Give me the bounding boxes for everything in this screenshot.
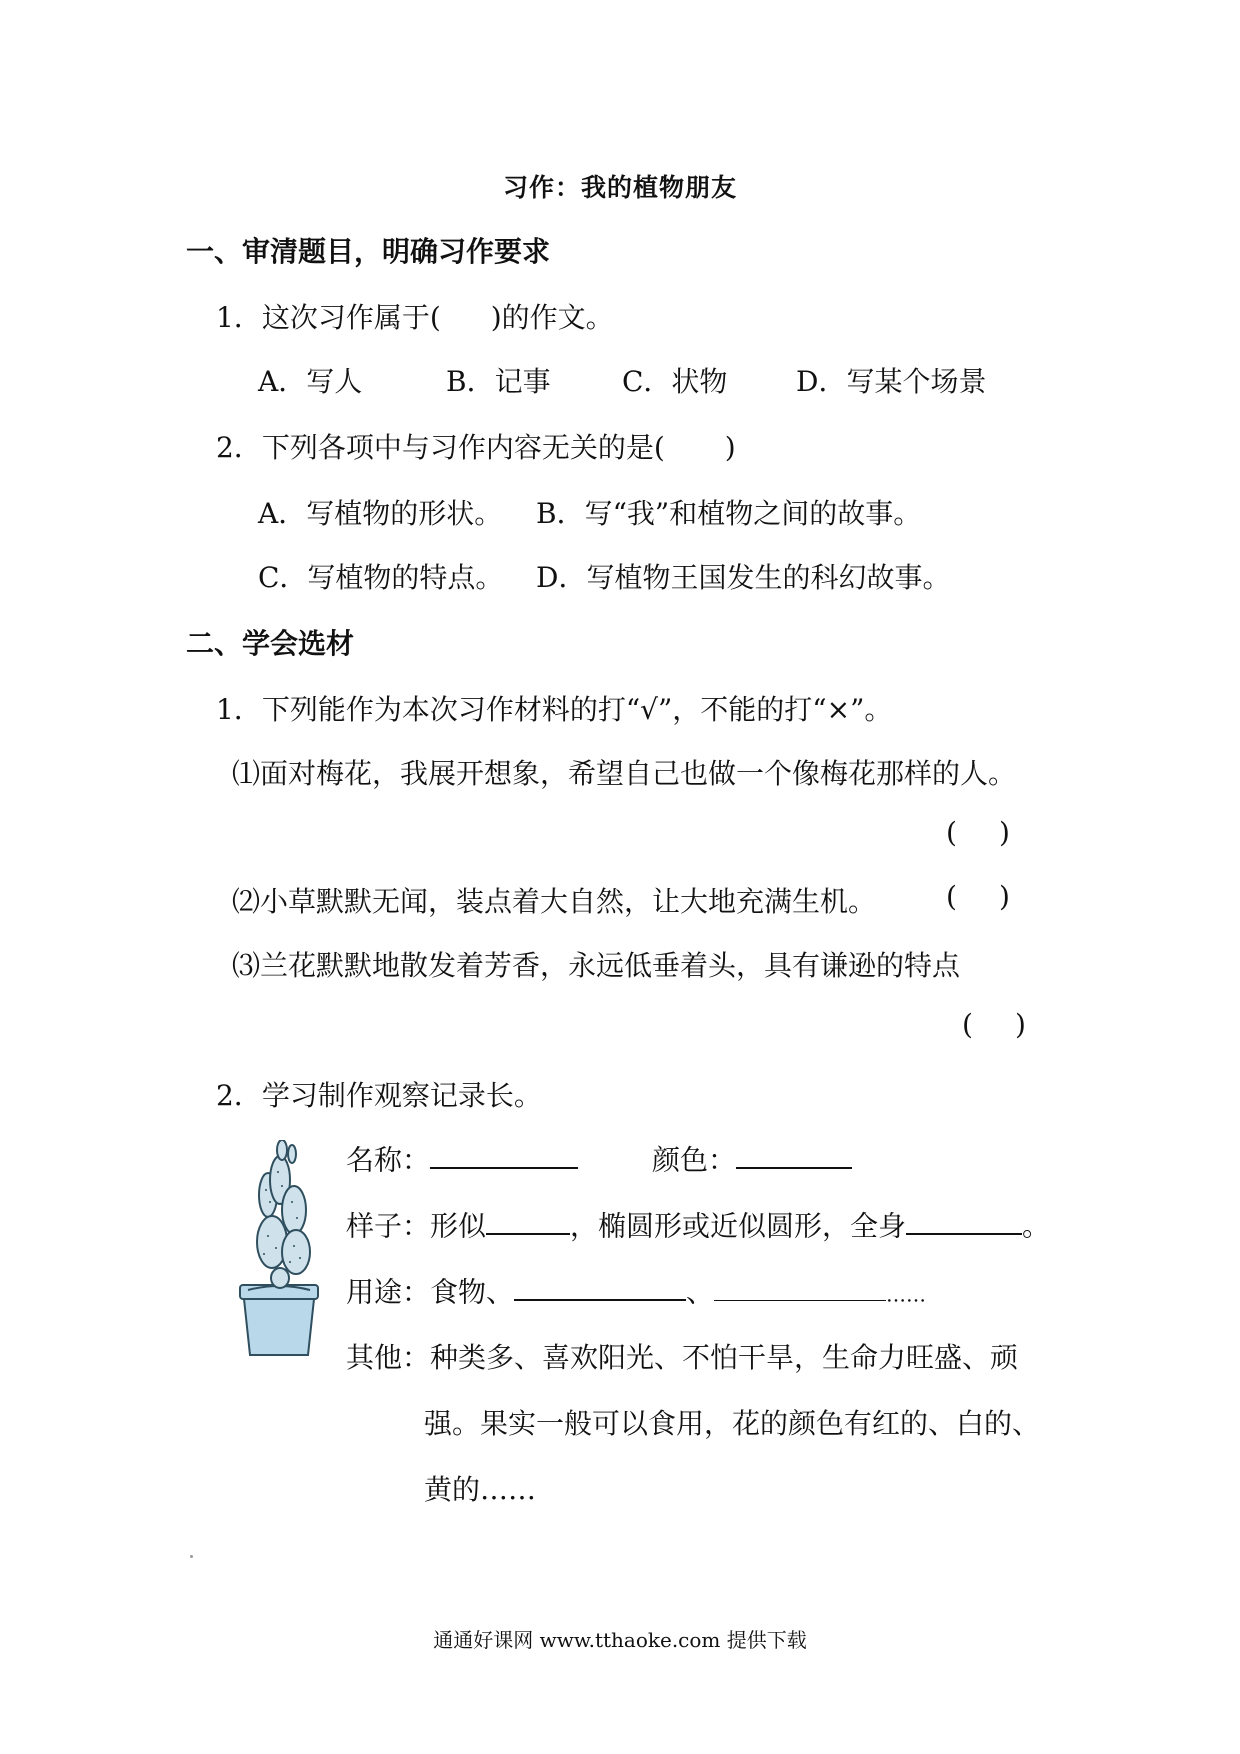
scan-speck — [190, 1555, 193, 1558]
section-1-heading: 一、审清题目，明确习作要求 — [186, 235, 551, 268]
section-2-heading: 二、学会选材 — [186, 627, 355, 660]
page-title: 习作：我的植物朋友 — [502, 173, 737, 202]
use-blank-2[interactable] — [714, 1271, 886, 1301]
question-2-2-prompt: 2．学习制作观察记录长。 — [216, 1079, 542, 1112]
shape-middle-text: ，椭圆形或近似圆形，全身 — [570, 1209, 907, 1243]
body-blank[interactable] — [906, 1204, 1022, 1235]
record-shape-row — [346, 1204, 1050, 1244]
paren-close: ) — [998, 880, 1010, 913]
option-b: B．写“我”和植物之间的故事。 — [536, 497, 922, 530]
use-ellipsis: …… — [886, 1282, 927, 1307]
question-prompt-start: 2．下列各项中与习作内容无关的是( — [216, 431, 665, 464]
question-prompt-start: 1．这次习作属于( — [216, 301, 441, 334]
option-a: A．写人 — [258, 365, 363, 398]
shape-label: 样子：形似 — [346, 1209, 487, 1243]
answer-parentheses[interactable] — [962, 1008, 1026, 1041]
answer-parentheses[interactable] — [946, 816, 1010, 849]
option-c: C．状物 — [622, 365, 728, 398]
paren-close: ) — [998, 816, 1010, 849]
record-other-line-1: 其他：种类多、喜欢阳光、不怕干旱，生命力旺盛、顽 — [346, 1341, 1019, 1374]
record-use-row — [346, 1270, 926, 1310]
question-prompt-end: ) — [724, 431, 736, 464]
color-blank[interactable] — [736, 1138, 852, 1169]
shape-end-text: 。 — [1022, 1209, 1051, 1243]
option-c: C．写植物的特点。 — [258, 561, 504, 594]
paren-close: ) — [1014, 1008, 1026, 1041]
option-b: B．记事 — [446, 365, 551, 398]
paren-open: ( — [946, 880, 957, 913]
question-2-1-prompt: 1．下列能作为本次习作材料的打“√”，不能的打“×”。 — [216, 693, 893, 726]
use-label: 用途：食物、 — [346, 1275, 515, 1309]
use-blank-1[interactable] — [514, 1270, 686, 1301]
option-d: D．写某个场景 — [796, 365, 987, 398]
record-other-line-2: 强。果实一般可以食用，花的颜色有红的、白的、 — [424, 1407, 1041, 1440]
answer-parentheses[interactable] — [946, 880, 1010, 913]
record-name-row — [346, 1138, 578, 1178]
option-a: A．写植物的形状。 — [258, 497, 503, 530]
list-item: ⑴面对梅花，我展开想象，希望自己也做一个像梅花那样的人。 — [232, 757, 1017, 790]
cactus-in-pot-illustration — [234, 1140, 324, 1360]
option-d: D．写植物王国发生的科幻故事。 — [536, 561, 951, 594]
name-label: 名称： — [346, 1143, 431, 1177]
paren-open: ( — [946, 816, 957, 849]
record-color-row — [652, 1138, 852, 1178]
paren-open: ( — [962, 1008, 973, 1041]
shape-blank[interactable] — [486, 1204, 570, 1235]
use-separator: 、 — [686, 1275, 715, 1309]
name-blank[interactable] — [430, 1138, 578, 1169]
question-1-1 — [216, 296, 614, 336]
record-other-line-3: 黄的…… — [424, 1473, 537, 1506]
footer-source: 通通好课网 www.tthaoke.com 提供下载 — [433, 1628, 807, 1652]
list-item: ⑵小草默默无闻，装点着大自然，让大地充满生机。 — [232, 885, 877, 918]
color-label: 颜色： — [652, 1143, 737, 1177]
question-prompt-end: )的作文。 — [490, 301, 614, 334]
question-1-2 — [216, 426, 736, 466]
list-item: ⑶兰花默默地散发着芳香，永远低垂着头，具有谦逊的特点 — [232, 949, 961, 982]
